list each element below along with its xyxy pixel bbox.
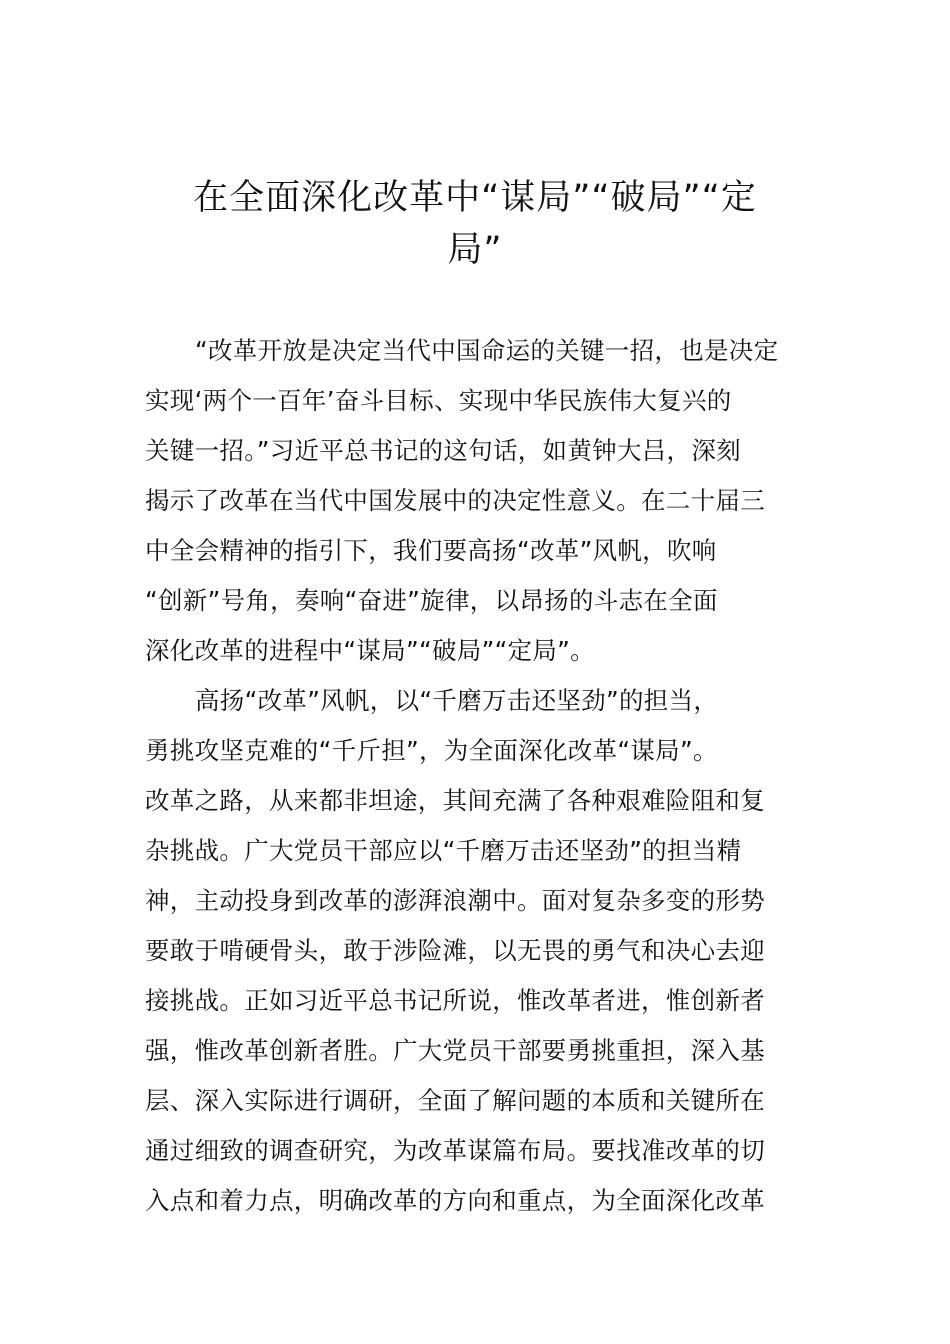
paragraph-1-line: 实现‘两个一百年’奋斗目标、实现中华民族伟大复兴的 (145, 386, 732, 415)
paragraph-1-line: “创新”号角，奏响“奋进”旋律，以昂扬的斗志在全面 (145, 586, 718, 615)
paragraph-2-line: 强，惟改革创新者胜。广大党员干部要勇挑重担，深入基 (145, 1036, 765, 1065)
title-line-1: 在全面深化改革中“谋局”“破局”“定 (193, 178, 757, 218)
paragraph-2-line: 神，主动投身到改革的澎湃浪潮中。面对复杂多变的形势 (145, 886, 765, 915)
paragraph-1-line: 中全会精神的指引下，我们要高扬“改革”风帆，吹响 (145, 536, 717, 565)
paragraph-1-line: “改革开放是决定当代中国命运的关键一招，也是决定 (195, 336, 779, 365)
paragraph-2-line: 入点和着力点，明确改革的方向和重点，为全面深化改革 (145, 1186, 765, 1215)
paragraph-1-line: 深化改革的进程中“谋局”“破局”“定局”。 (145, 636, 595, 665)
paragraph-2-line: 接挑战。正如习近平总书记所说，惟改革者进，惟创新者 (145, 986, 765, 1015)
paragraph-2-line: 改革之路，从来都非坦途，其间充满了各种艰难险阻和复 (145, 786, 765, 815)
paragraph-2-line: 通过细致的调查研究，为改革谋篇布局。要找准改革的切 (145, 1136, 765, 1165)
paragraph-2-line: 勇挑攻坚克难的“千斤担”，为全面深化改革“谋局”。 (145, 736, 718, 765)
paragraph-2-line: 杂挑战。广大党员干部应以“千磨万击还坚劲”的担当精 (145, 836, 742, 865)
document-body (145, 326, 810, 1226)
title-line-2: 局” (447, 230, 503, 270)
paragraph-2-line: 高扬“改革”风帆，以“千磨万击还坚劲”的担当， (195, 686, 719, 715)
document-title (140, 172, 810, 276)
paragraph-1-line: 揭示了改革在当代中国发展中的决定性意义。在二十届三 (145, 486, 765, 515)
paragraph-2-line: 层、深入实际进行调研，全面了解问题的本质和关键所在 (145, 1086, 765, 1115)
paragraph-2-line: 要敢于啃硬骨头，敢于涉险滩，以无畏的勇气和决心去迎 (145, 936, 765, 965)
paragraph-1-line: 关键一招。”习近平总书记的这句话，如黄钟大吕，深刻 (145, 436, 741, 465)
